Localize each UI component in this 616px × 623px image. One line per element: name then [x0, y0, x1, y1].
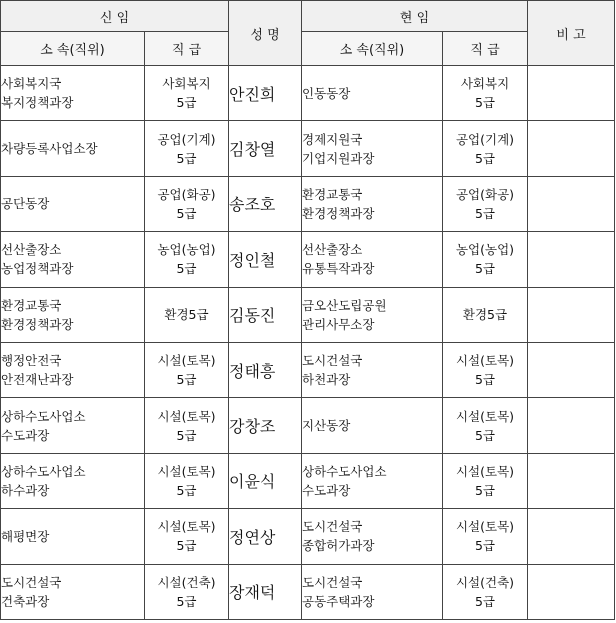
remarks-cell — [528, 66, 615, 121]
new-grade-cell: 농업(농업) 5급 — [145, 232, 229, 287]
current-grade-cell: 환경5급 — [443, 287, 528, 342]
new-grade-cell: 사회복지 5급 — [145, 66, 229, 121]
name-cell: 장재덕 — [229, 564, 302, 619]
remarks-cell — [528, 342, 615, 397]
table-row — [1, 287, 615, 342]
header-current-affiliation: 소 속(직위) — [302, 32, 443, 66]
new-grade-cell: 시설(토목) 5급 — [145, 398, 229, 453]
name-cell: 안진희 — [229, 66, 302, 121]
new-grade-cell: 시설(토목) 5급 — [145, 509, 229, 564]
current-grade-cell: 공업(기계) 5급 — [443, 121, 528, 176]
new-affiliation-cell: 해평면장 — [1, 509, 145, 564]
current-grade-cell: 사회복지 5급 — [443, 66, 528, 121]
name-cell: 송조호 — [229, 176, 302, 231]
remarks-cell — [528, 287, 615, 342]
current-affiliation-cell: 인동동장 — [302, 66, 443, 121]
name-cell: 정태흥 — [229, 342, 302, 397]
header-row-sub — [1, 32, 615, 66]
table-row — [1, 398, 615, 453]
remarks-cell — [528, 564, 615, 619]
new-grade-cell: 환경5급 — [145, 287, 229, 342]
table-row — [1, 121, 615, 176]
current-affiliation-cell: 상하수도사업소 수도과장 — [302, 453, 443, 508]
header-current-grade: 직 급 — [443, 32, 528, 66]
remarks-cell — [528, 121, 615, 176]
table-row — [1, 232, 615, 287]
current-affiliation-cell: 도시건설국 종합허가과장 — [302, 509, 443, 564]
current-grade-cell: 시설(건축) 5급 — [443, 564, 528, 619]
new-affiliation-cell: 차량등록사업소장 — [1, 121, 145, 176]
header-new-affiliation: 소 속(직위) — [1, 32, 145, 66]
table-row — [1, 176, 615, 231]
new-affiliation-cell: 도시건설국 건축과장 — [1, 564, 145, 619]
current-grade-cell: 시설(토목) 5급 — [443, 509, 528, 564]
table-row — [1, 66, 615, 121]
remarks-cell — [528, 176, 615, 231]
remarks-cell — [528, 509, 615, 564]
new-grade-cell: 시설(건축) 5급 — [145, 564, 229, 619]
name-cell: 김동진 — [229, 287, 302, 342]
name-cell: 정연상 — [229, 509, 302, 564]
header-current-post: 현 임 — [302, 1, 528, 32]
new-grade-cell: 시설(토목) 5급 — [145, 342, 229, 397]
header-row-top — [1, 1, 615, 32]
header-new-grade: 직 급 — [145, 32, 229, 66]
remarks-cell — [528, 232, 615, 287]
new-affiliation-cell: 환경교통국 환경정책과장 — [1, 287, 145, 342]
new-affiliation-cell: 상하수도사업소 수도과장 — [1, 398, 145, 453]
remarks-cell — [528, 398, 615, 453]
table-body — [1, 66, 615, 620]
header-remarks: 비 고 — [528, 1, 615, 66]
current-affiliation-cell: 경제지원국 기업지원과장 — [302, 121, 443, 176]
current-grade-cell: 공업(화공) 5급 — [443, 176, 528, 231]
name-cell: 이윤식 — [229, 453, 302, 508]
current-grade-cell: 농업(농업) 5급 — [443, 232, 528, 287]
current-affiliation-cell: 도시건설국 공동주택과장 — [302, 564, 443, 619]
current-affiliation-cell: 환경교통국 환경정책과장 — [302, 176, 443, 231]
current-affiliation-cell: 선산출장소 유통특작과장 — [302, 232, 443, 287]
current-grade-cell: 시설(토목) 5급 — [443, 342, 528, 397]
new-grade-cell: 시설(토목) 5급 — [145, 453, 229, 508]
new-affiliation-cell: 상하수도사업소 하수과장 — [1, 453, 145, 508]
table-row — [1, 564, 615, 619]
current-affiliation-cell: 금오산도립공원 관리사무소장 — [302, 287, 443, 342]
table-row — [1, 509, 615, 564]
new-affiliation-cell: 선산출장소 농업정책과장 — [1, 232, 145, 287]
table-row — [1, 453, 615, 508]
current-affiliation-cell: 지산동장 — [302, 398, 443, 453]
name-cell: 정인철 — [229, 232, 302, 287]
current-affiliation-cell: 도시건설국 하천과장 — [302, 342, 443, 397]
header-name: 성 명 — [229, 1, 302, 66]
new-affiliation-cell: 공단동장 — [1, 176, 145, 231]
current-grade-cell: 시설(토목) 5급 — [443, 398, 528, 453]
new-grade-cell: 공업(기계) 5급 — [145, 121, 229, 176]
name-cell: 강창조 — [229, 398, 302, 453]
current-grade-cell: 시설(토목) 5급 — [443, 453, 528, 508]
new-grade-cell: 공업(화공) 5급 — [145, 176, 229, 231]
table-row — [1, 342, 615, 397]
header-new-post: 신 임 — [1, 1, 229, 32]
new-affiliation-cell: 사회복지국 복지정책과장 — [1, 66, 145, 121]
new-affiliation-cell: 행정안전국 안전재난과장 — [1, 342, 145, 397]
remarks-cell — [528, 453, 615, 508]
name-cell: 김창열 — [229, 121, 302, 176]
